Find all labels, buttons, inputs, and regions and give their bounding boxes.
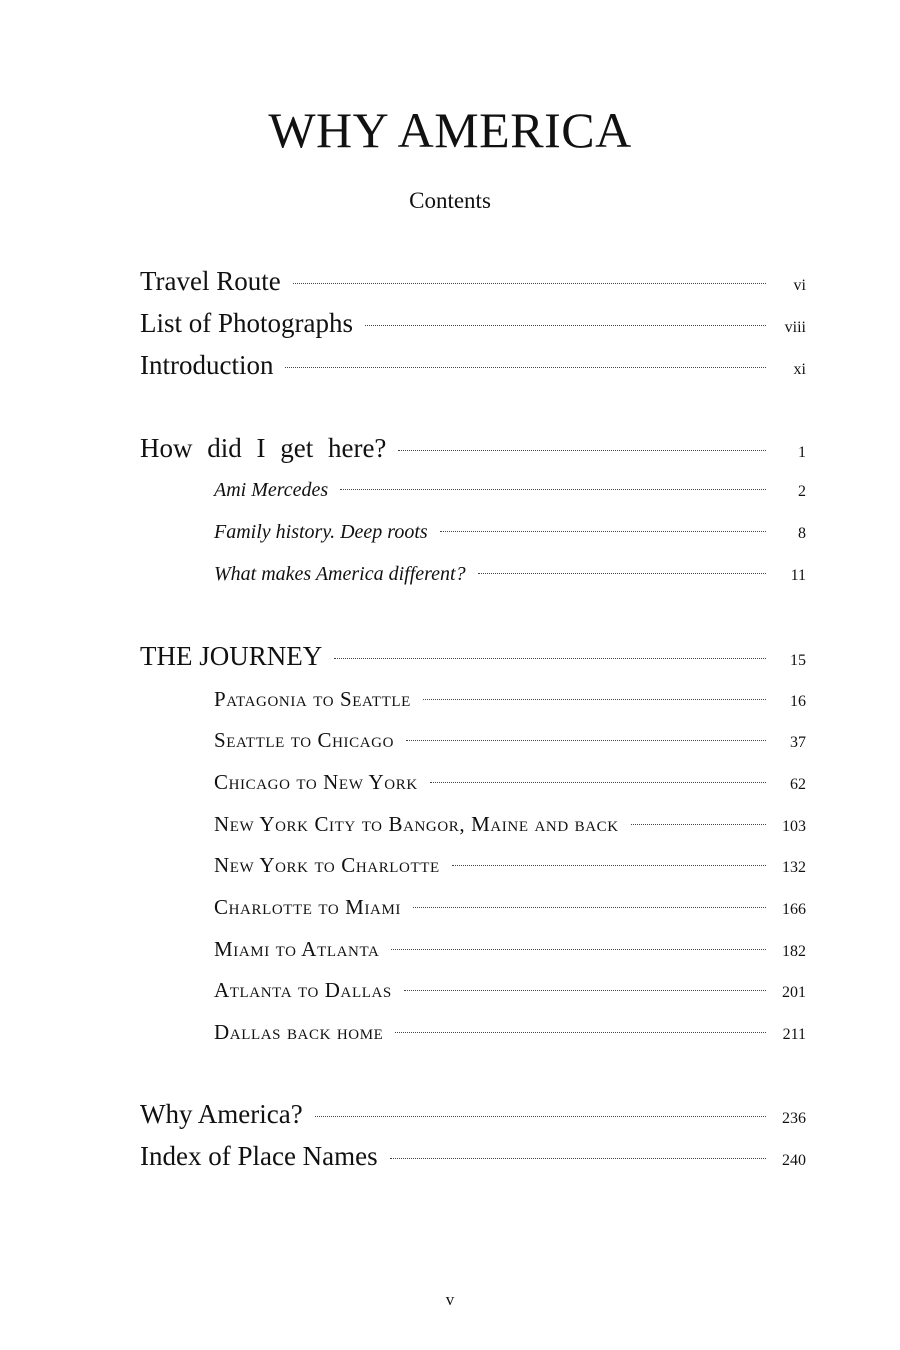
- toc-entry-page: 62: [790, 776, 806, 793]
- toc-entry-label: THE JOURNEY: [140, 641, 323, 671]
- toc-entry-ami-mercedes[interactable]: [214, 479, 806, 502]
- page-number: v: [445, 1290, 455, 1309]
- toc-entry-label: List of Photographs: [140, 308, 353, 338]
- toc-entry-chicago-to-new-york[interactable]: [214, 770, 806, 795]
- toc-entry-page: 166: [782, 901, 806, 918]
- toc-entry-the-journey[interactable]: [140, 641, 806, 672]
- toc-entry-what-makes-america-different[interactable]: [214, 563, 806, 586]
- toc-entry-label: Seattle to Chicago: [214, 728, 395, 752]
- toc-entry-new-york-city-to-bangor[interactable]: [214, 812, 806, 837]
- toc-entry-label: Ami Mercedes: [214, 479, 329, 501]
- toc-entry-label: Chicago to New York: [214, 770, 418, 794]
- toc-entry-new-york-to-charlotte[interactable]: [214, 853, 806, 878]
- toc-entry-patagonia-to-seattle[interactable]: [214, 687, 806, 712]
- toc-entry-label: Introduction: [140, 350, 274, 380]
- toc-entry-family-history[interactable]: [214, 521, 806, 544]
- toc-entry-page: viii: [784, 319, 806, 336]
- toc-entry-page: xi: [793, 361, 806, 378]
- toc-entry-label: Miami to Atlanta: [214, 937, 380, 961]
- toc-entry-page: 8: [798, 525, 806, 542]
- toc-entry-page: 240: [782, 1152, 806, 1169]
- dot-leader: [398, 450, 766, 451]
- toc-entry-why-america[interactable]: [140, 1099, 806, 1130]
- toc-entry-label: Index of Place Names: [140, 1141, 378, 1171]
- dot-leader: [390, 1158, 766, 1159]
- dot-leader: [404, 990, 766, 991]
- dot-leader: [452, 865, 766, 866]
- toc-entry-charlotte-to-miami[interactable]: [214, 895, 806, 920]
- dot-leader: [406, 740, 766, 741]
- toc-entry-page: vi: [793, 277, 806, 294]
- dot-leader: [395, 1032, 766, 1033]
- dot-leader: [413, 907, 766, 908]
- toc-entry-page: 182: [782, 943, 806, 960]
- toc-entry-label: Dallas back home: [214, 1020, 384, 1044]
- dot-leader: [334, 658, 766, 659]
- contents-heading: Contents: [409, 188, 491, 213]
- dot-leader: [440, 531, 766, 532]
- toc-entry-page: 211: [782, 1026, 806, 1043]
- toc-entry-label: Patagonia to Seattle: [214, 687, 411, 711]
- dot-leader: [423, 699, 766, 700]
- toc-entry-label: Atlanta to Dallas: [214, 978, 392, 1002]
- toc-entry-how-did-i-get-here[interactable]: [140, 433, 806, 464]
- dot-leader: [293, 283, 766, 284]
- toc-entry-label: New York City to Bangor, Maine and back: [214, 812, 619, 836]
- toc-entry-label: Why America?: [140, 1099, 303, 1129]
- toc-entry-page: 15: [790, 652, 806, 669]
- toc-entry-page: 132: [782, 859, 806, 876]
- toc-entry-introduction[interactable]: [140, 350, 806, 381]
- toc-entry-dallas-back-home[interactable]: [214, 1020, 806, 1045]
- toc-entry-page: 1: [798, 444, 806, 461]
- toc-entry-page: 103: [782, 818, 806, 835]
- dot-leader: [478, 573, 766, 574]
- toc-entry-label: How did I get here?: [140, 433, 387, 463]
- toc-entry-page: 2: [798, 483, 806, 500]
- toc-entry-index-of-place-names[interactable]: [140, 1141, 806, 1172]
- toc-entry-list-of-photographs[interactable]: [140, 308, 806, 339]
- book-title: WHY AMERICA: [268, 102, 632, 158]
- toc-entry-label: Charlotte to Miami: [214, 895, 402, 919]
- dot-leader: [285, 367, 766, 368]
- toc-entry-page: 16: [790, 693, 806, 710]
- toc-entry-label: New York to Charlotte: [214, 853, 440, 877]
- dot-leader: [391, 949, 766, 950]
- toc-entry-atlanta-to-dallas[interactable]: [214, 978, 806, 1003]
- dot-leader: [430, 782, 766, 783]
- toc-entry-label: Family history. Deep roots: [214, 521, 428, 543]
- toc-entry-label: Travel Route: [140, 266, 281, 296]
- toc-entry-page: 11: [790, 567, 806, 584]
- dot-leader: [631, 824, 766, 825]
- toc-entry-miami-to-atlanta[interactable]: [214, 937, 806, 962]
- toc-entry-page: 37: [790, 734, 806, 751]
- toc-entry-seattle-to-chicago[interactable]: [214, 728, 806, 753]
- dot-leader: [315, 1116, 766, 1117]
- dot-leader: [365, 325, 766, 326]
- toc-entry-page: 201: [782, 984, 806, 1001]
- dot-leader: [340, 489, 766, 490]
- toc-entry-travel-route[interactable]: [140, 266, 806, 297]
- toc-entry-label: What makes America different?: [214, 563, 466, 585]
- toc-entry-page: 236: [782, 1110, 806, 1127]
